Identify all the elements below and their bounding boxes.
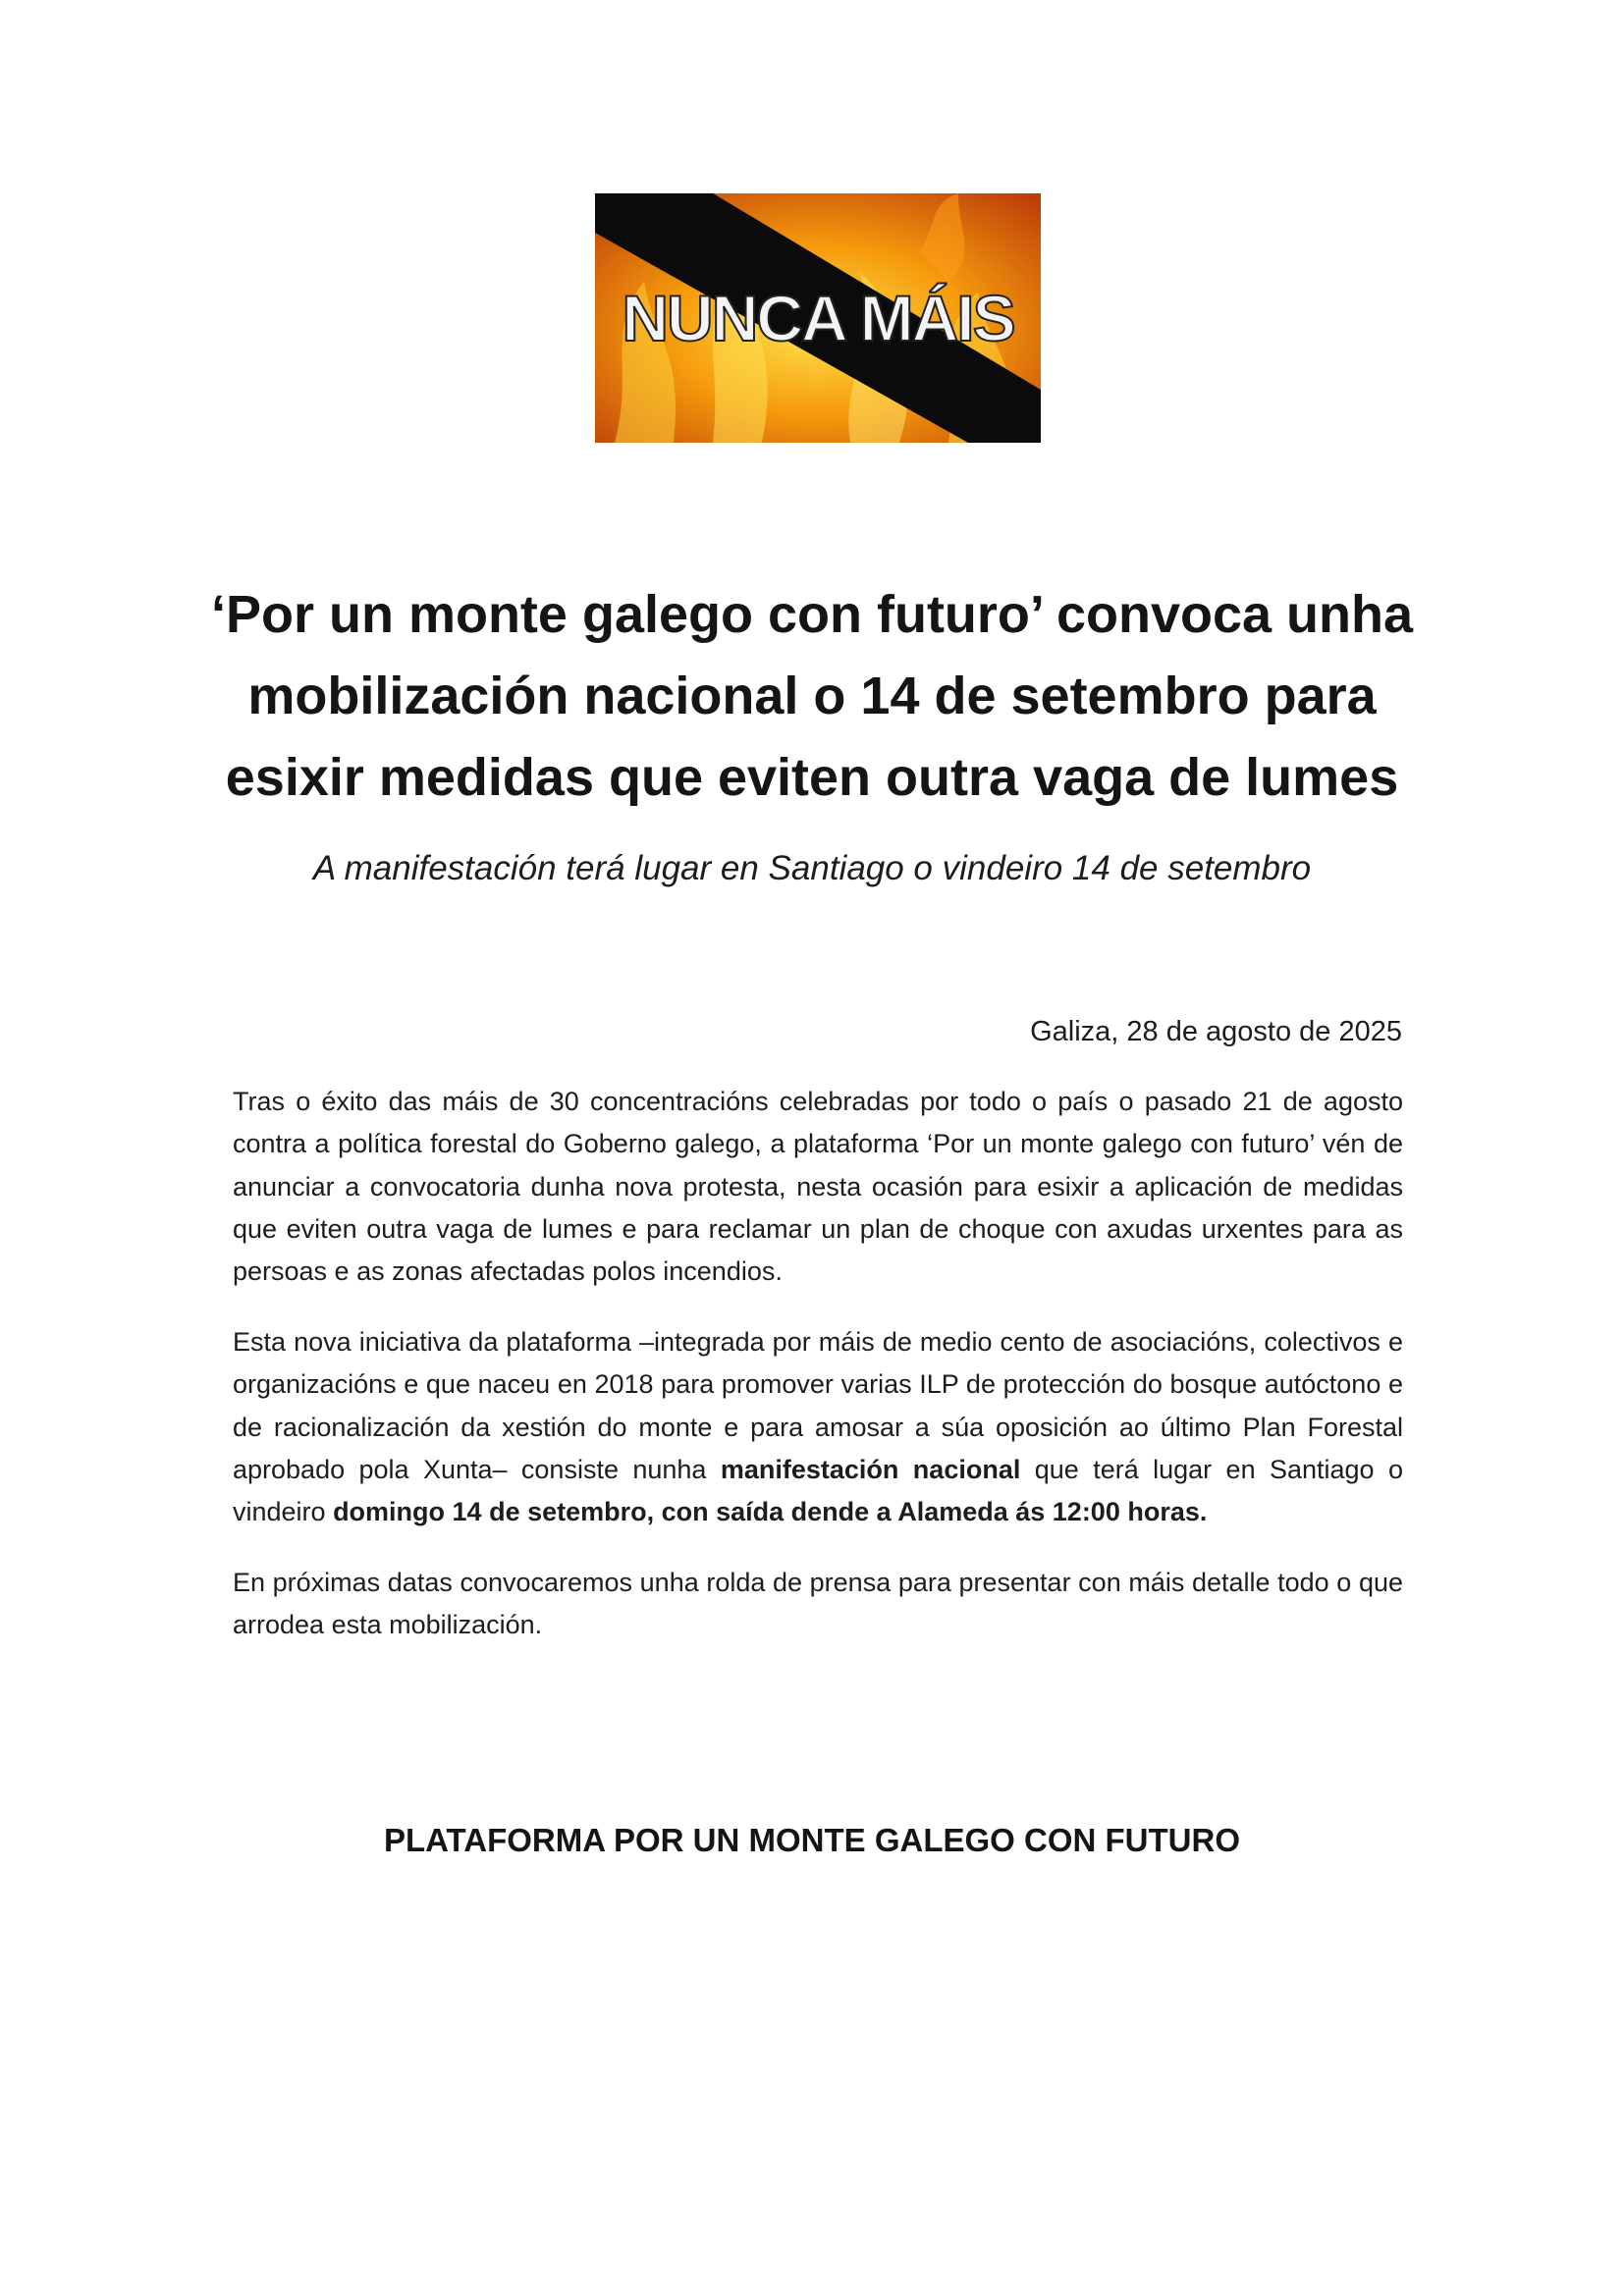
nunca-mais-logo [595,193,1041,443]
paragraph-2 [233,1321,1403,1533]
paragraph-3: En próximas datas convocaremos unha rolda de prensa para presentar con máis detalle todo o que arrodea esta mobilización. [233,1568,1403,1640]
paragraph-1: Tras o éxito das máis de 30 concentracións celebradas por todo o país o pasado 21 de agosto contra a política forestal do Goberno galego, a plataforma ‘Por un monte galego con futuro’ vén de anunciar a convocatoria dunha nova protesta, nesta ocasión para esixir a aplicación de medidas que eviten outra vaga de lumes e para reclamar un plan de choque con axudas urxentes para as persoas e as zonas afectadas polos incendios. [233,1087,1403,1287]
dateline: Galiza, 28 de agosto de 2025 [1030,1016,1402,1047]
paragraph-2-text-a: Esta nova iniciativa da plataforma –integrada por máis de medio cento de asociacións, colectivos e organizacións e que naceu en 2018 para promover varias ILP de protección do bosque autóctono e de racionalización da xestión do monte e para amosar a súa oposición ao último Plan Forestal aprobado pola Xunta– consiste nunha [233,1327,1403,1484]
paragraph-2-text-b: que terá lugar en Santiago o vindeiro [233,1454,1403,1527]
logo-lettering: NUNCA MÁIS [622,282,1014,354]
signature: PLATAFORMA POR UN MONTE GALEGO CON FUTURO [383,1822,1240,1858]
subtitle: A manifestación terá lugar en Santiago o vindeiro 14 de setembro [312,849,1312,887]
headline: ‘Por un monte galego con futuro’ convoca unha mobilización nacional o 14 de setembro para esixir medidas que eviten outra vaga de lumes [210,585,1414,807]
paragraph-2-bold-a: manifestación nacional [720,1454,1021,1484]
paragraph-2-bold-b: domingo 14 de setembro, con saída dende a Alameda ás 12:00 horas. [333,1497,1208,1527]
